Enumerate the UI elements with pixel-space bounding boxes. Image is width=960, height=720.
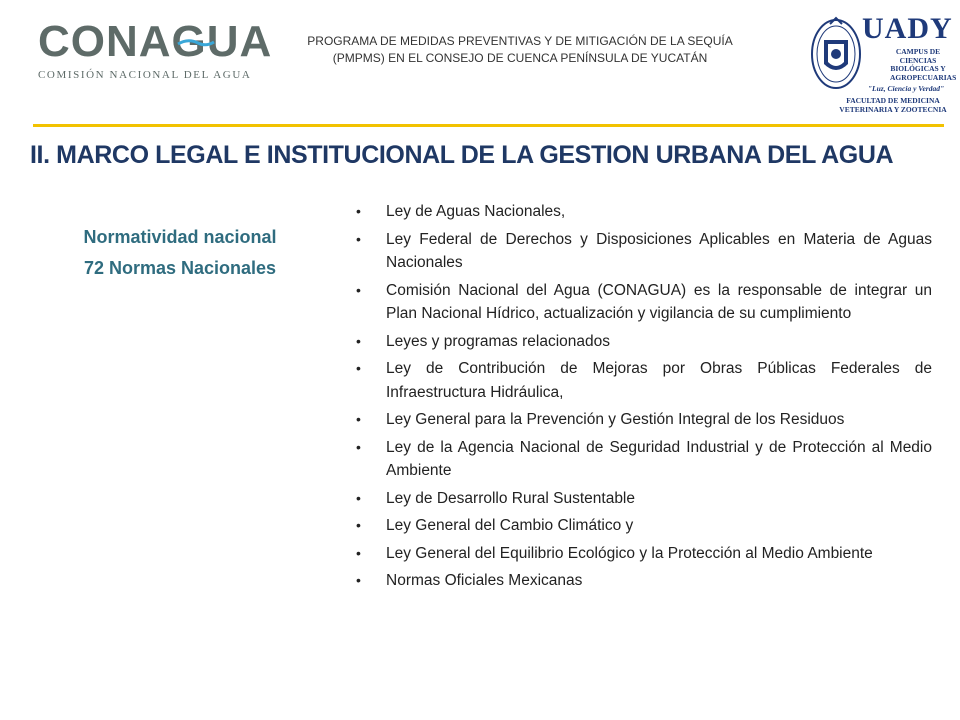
- bullet-icon: •: [356, 281, 361, 298]
- law-item-text: Ley de Aguas Nacionales,: [386, 203, 566, 220]
- law-item: [356, 357, 932, 404]
- uady-logo-word: UADY: [862, 12, 953, 45]
- header-title-line1: PROGRAMA DE MEDIDAS PREVENTIVAS Y DE MITIGACIÓN DE LA SEQUÍA: [307, 34, 733, 48]
- law-item: [356, 200, 932, 224]
- bullet-icon: •: [356, 544, 361, 561]
- header-divider: [33, 124, 944, 127]
- uady-campus-text: [890, 47, 957, 82]
- section-title: II. MARCO LEGAL E INSTITUCIONAL DE LA GESTION URBANA DEL AGUA: [30, 141, 894, 169]
- law-item-text: Ley de la Agencia Nacional de Seguridad Industrial y de Protección al Medio Ambiente: [386, 438, 932, 479]
- law-item-text: Ley General para la Prevención y Gestión Integral de los Residuos: [386, 411, 845, 428]
- law-item: [356, 436, 932, 483]
- law-item-text: Ley General del Cambio Climático y: [386, 517, 634, 534]
- law-item: [356, 542, 932, 566]
- conagua-logo-word: CONAGUA: [38, 17, 273, 66]
- law-item: [356, 569, 932, 593]
- uady-campus-line: AGROPECUARIAS: [890, 72, 957, 82]
- header-title: [270, 33, 770, 67]
- bullet-icon: •: [356, 572, 361, 588]
- uady-seal-icon: [808, 14, 864, 94]
- uady-faculty-text: [838, 96, 948, 114]
- bullet-icon: •: [356, 332, 361, 349]
- uady-faculty-line: FACULTAD DE MEDICINA: [846, 96, 940, 105]
- law-item-text: Comisión Nacional del Agua (CONAGUA) es la responsable de integrar un Plan Nacional Hídrico, actualización y vigilancia de su cumplimiento: [386, 281, 932, 322]
- normas-count: 72 Normas Nacionales: [83, 258, 277, 278]
- uady-faculty-line: VETERINARIA Y ZOOTECNIA: [839, 105, 947, 114]
- law-item-text: Normas Oficiales Mexicanas: [386, 572, 583, 589]
- uady-campus-line: CAMPUS DE: [895, 47, 941, 56]
- law-item: [356, 279, 932, 326]
- law-item: [356, 487, 932, 511]
- conagua-wave-icon: [36, 18, 268, 68]
- law-item-text: Leyes y programas relacionados: [386, 332, 611, 350]
- bullet-icon: •: [356, 203, 361, 219]
- bullet-icon: •: [356, 411, 361, 427]
- conagua-logo-subtitle: COMISIÓN NACIONAL DEL AGUA: [38, 69, 252, 81]
- law-item-text: Ley de Contribución de Mejoras por Obras Públicas Federales de Infraestructura Hidráulica,: [386, 360, 932, 401]
- law-list: [356, 200, 932, 597]
- law-item-text: Ley Federal de Derechos y Disposiciones Aplicables en Materia de Aguas Nacionales: [386, 230, 932, 271]
- law-item-text: Ley General del Equilibrio Ecológico y la Protección al Medio Ambiente: [386, 544, 873, 562]
- bullet-icon: •: [356, 489, 361, 506]
- uady-campus-line: CIENCIAS: [899, 55, 937, 65]
- law-item: [356, 228, 932, 275]
- bullet-icon: •: [356, 438, 361, 455]
- uady-campus-line: BIOLÓGICAS Y: [890, 64, 946, 73]
- law-item: [356, 514, 932, 538]
- bullet-icon: •: [356, 230, 361, 247]
- bullet-icon: •: [356, 360, 361, 376]
- normatividad-label: Normatividad nacional: [83, 227, 277, 247]
- normatividad-panel: [40, 222, 320, 284]
- law-item-text: Ley de Desarrollo Rural Sustentable: [386, 489, 635, 507]
- bullet-icon: •: [356, 517, 361, 533]
- uady-logo: [808, 12, 957, 120]
- uady-motto: "Luz, Ciencia y Verdad": [867, 84, 945, 93]
- law-item: [356, 330, 932, 354]
- law-item: [356, 408, 932, 432]
- header-title-line2: (PMPMS) EN EL CONSEJO DE CUENCA PENÍNSULA DE YUCATÁN: [332, 51, 708, 65]
- conagua-logo: [36, 17, 273, 82]
